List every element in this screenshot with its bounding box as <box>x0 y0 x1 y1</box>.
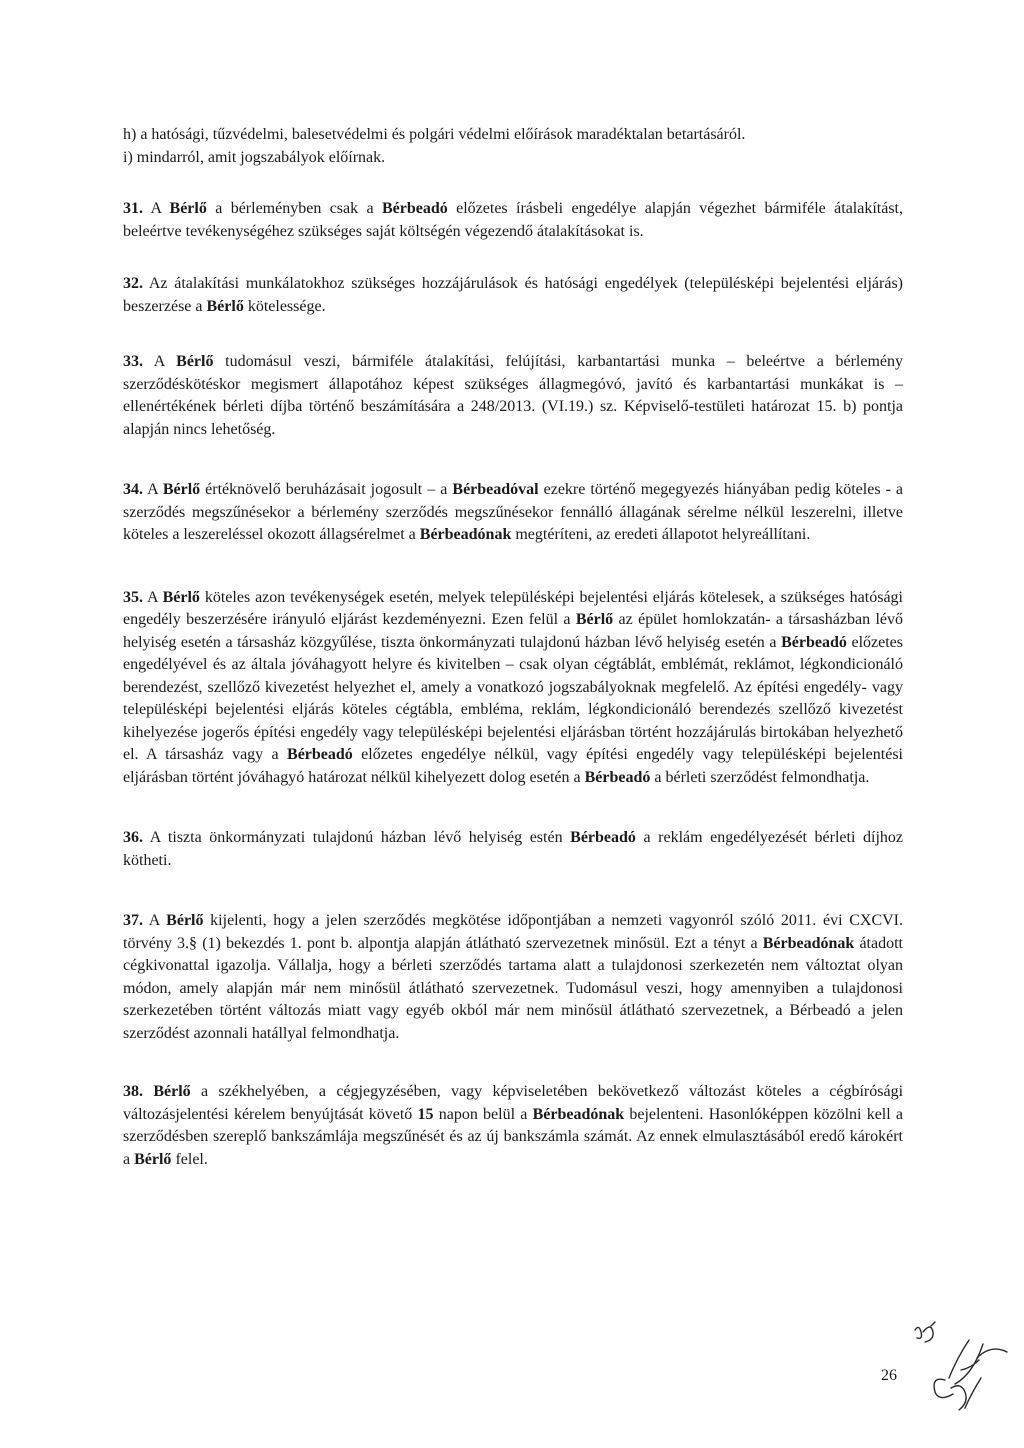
paragraph-number: 35. <box>123 588 143 606</box>
text-run: a bérleti szerződést felmondhatja. <box>650 768 870 786</box>
bold-term: Bérlő <box>166 912 204 929</box>
paragraph-33 <box>123 351 903 441</box>
list-item-i: i) mindarról, amit jogszabályok előírnak. <box>123 148 386 166</box>
list-continuation <box>123 124 903 169</box>
bold-term: Bérlő <box>162 481 201 498</box>
paragraph-number: 31. <box>123 200 143 217</box>
text-run: előzetes írásbeli engedélye alapján végezhet bármiféle átalakítást, beleértve tevékenységéhez szükséges saját költségén végezendő átalakításokat is. <box>123 200 903 240</box>
paragraph-number: 33. <box>123 353 143 370</box>
text-run: ezekre történő megegyezés hiányában pedig köteles - a szerződés megszűnésekor a bérlemény szerződés megszűnésekor fennálló állagának sérelme nélkül leszerelni, illetve köteles a leszereléssel okozott állagsérelmet a <box>123 481 904 543</box>
paragraph-number: 38. <box>123 1083 143 1100</box>
bold-term: Bérlő <box>575 611 614 628</box>
paragraph-32 <box>123 273 903 318</box>
text-run: megtéríteni, az eredeti állapotot helyreállítani. <box>511 526 811 543</box>
text-run: napon belül a <box>433 1105 533 1123</box>
list-item-h: h) a hatósági, tűzvédelmi, balesetvédelmi és polgári védelmi előírások maradéktalan betartásáról. <box>123 126 746 143</box>
text-run: kijelenti, hogy a jelen szerződés megkötése időpontjában a nemzeti vagyonról szóló 2011. évi CXCVI. törvény 3.§ (1) bekezdés 1. pont b. alpontja alapján átlátható szervezetnek minősül. Ezt a tényt a <box>123 912 903 952</box>
paragraph-number: 36. <box>123 829 143 846</box>
text-run: előzetes engedélye nélkül, vagy építési engedély vagy településképi bejelentési eljárásban történt jóváhagyó határozat nélkül kihelyezett dolog esetén a <box>123 746 904 786</box>
paragraph-37 <box>123 910 903 1045</box>
paragraph-35 <box>123 587 903 790</box>
text-run: A <box>143 588 163 606</box>
text-run: köteles azon tevékenységek esetén, melyek településképi bejelentési eljárás kötelesek, a szükséges hatósági engedély beszerzésére irányuló eljárást kezdeményezni. Ezen felül a <box>123 588 903 628</box>
text-run: a reklám engedélyezését bérleti díjhoz kötheti. <box>123 829 903 869</box>
bold-term: Bérbeadó <box>781 633 847 651</box>
text-run <box>143 1083 153 1100</box>
bold-term: Bérbeadó <box>584 768 651 786</box>
paragraph-38 <box>123 1081 903 1171</box>
text-run: bejelenteni. Hasonlóképpen közölni kell a szerződésben szereplő bankszámlája megszűnését és az új bankszámla számát. Az ennek elmulasztásából eredő károkért a <box>123 1105 903 1168</box>
text-run: a székhelyében, a cégjegyzésében, vagy képviseletében bekövetkező változást köteles a cégbírósági változásjelentési kérelem benyújtását követő <box>123 1083 904 1123</box>
bold-term: 15 <box>417 1105 434 1123</box>
bold-term: Bérbeadó <box>570 829 636 846</box>
bold-term: Bérlő <box>176 353 214 370</box>
bold-term: Bérbeadónak <box>532 1105 625 1123</box>
text-run: kötelessége. <box>243 297 326 315</box>
page-number: 26 <box>881 1367 897 1384</box>
paragraph-34 <box>123 479 903 547</box>
text-run: A <box>143 200 170 217</box>
bold-term: Bérlő <box>134 1150 172 1168</box>
bold-term: Bérlő <box>153 1083 191 1100</box>
bold-term: Bérbeadóval <box>452 481 539 498</box>
paragraph-number: 37. <box>123 912 143 929</box>
text-run: értéknövelő beruházásait jogosult – a <box>200 481 453 498</box>
document-body <box>123 124 903 1171</box>
text-run: A <box>143 481 163 498</box>
handwritten-initials-signature <box>905 1318 1015 1413</box>
paragraph-36 <box>123 827 903 872</box>
text-run: A <box>143 353 177 370</box>
bold-term: Bérbeadó <box>287 746 353 763</box>
paragraph-number: 32. <box>123 275 143 292</box>
paragraph-31 <box>123 198 903 243</box>
bold-term: Bérlő <box>206 297 244 315</box>
text-run: tudomásul veszi, bármiféle átalakítási, felújítási, karbantartási munka – beleértve a bérlemény szerződéskötéskor megismert állapotához képest szükséges állagmegóvó, javító és karbantartási munkákat is – ellenértékének bérleti díjba történő beszámítására a 248/2013. (VI.19.) sz. Képviselő-testületi határozat 15. b) pontja alapján nincs lehetőség. <box>123 353 903 438</box>
bold-term: Bérbeadónak <box>762 934 855 952</box>
text-run: felel. <box>171 1150 208 1168</box>
text-run: A <box>143 912 167 929</box>
text-run: átadott cégkivonattal igazolja. Vállalja, hogy a bérleti szerződés tartama alatt a tulajdonosi szerkezetén nem változtat olyan módon, amely alapján már nem minősül átlátható szervezetnek. Tudomásul veszi, hogy amennyiben a tulajdonosi szerkezetében történt változás miatt vagy egyéb okból már nem minősül átlátható szervezetnek, a Bérbeadó a jelen szerződést azonnali hatállyal felmondhatja. <box>123 934 903 1042</box>
bold-term: Bérbeadónak <box>419 526 512 543</box>
text-run: Az átalakítási munkálatokhoz szükséges hozzájárulások és hatósági engedélyek (településképi bejelentési eljárás) beszerzése a <box>123 275 903 315</box>
text-run: a bérleményben csak a <box>206 200 382 217</box>
bold-term: Bérlő <box>162 588 200 606</box>
bold-term: Bérlő <box>169 200 207 217</box>
paragraph-number: 34. <box>123 481 143 498</box>
bold-term: Bérbeadó <box>381 200 448 217</box>
text-run: A tiszta önkormányzati tulajdonú házban lévő helyiség estén <box>143 829 571 846</box>
text-run: előzetes engedélyével és az általa jóváhagyott helyre és kivitelben – csak olyan cégtáblát, emblémát, reklámot, légkondicionáló berendezést, szellőző kivezetést helyezhet el, amely a vonatkozó jogszabályoknak megfelelő. Az építési engedély- vagy településképi bejelentési eljárás köteles cégtábla, embléma, reklám, légkondicionáló berendezés szellőző kivezetést kihelyezése jogerős építési engedély vagy településképi bejelentési eljárásban történt hozzájárulás birtokában helyezhető el. A társasház vagy a <box>123 633 903 763</box>
text-run: az épület homlokzatán- a társasházban lévő helyiség esetén a társasház közgyűlése, tiszta önkormányzati tulajdonú házban lévő helyiség esetén a <box>123 611 903 651</box>
